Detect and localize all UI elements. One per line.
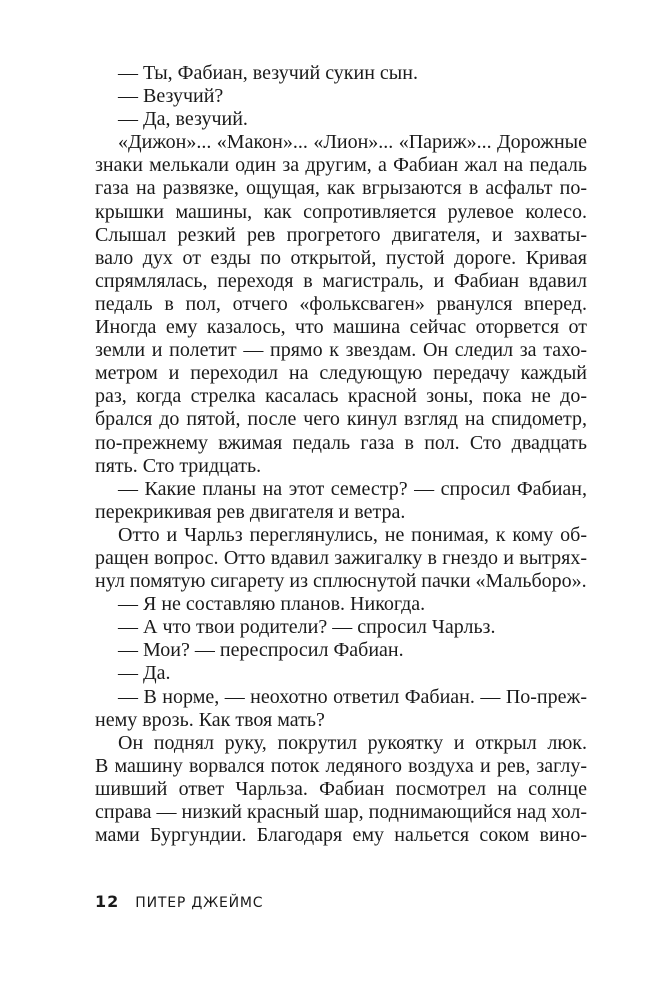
text-line: — Ты, Фабиан, везучий сукин сын. xyxy=(118,62,418,84)
text-line: нул помятую сигарету из сплюснутой пачки «Мальборо». xyxy=(95,570,587,593)
text-line: Отто и Чарльз переглянулись, не понимая, к кому об- xyxy=(118,523,587,546)
text-line: пять. Сто тридцать. xyxy=(95,454,262,477)
text-line: — Мои? — переспросил Фабиан. xyxy=(118,639,404,662)
page-body xyxy=(95,62,587,847)
text-line: — Да, везучий. xyxy=(118,108,248,131)
text-line: ращен вопрос. Отто вдавил зажигалку в гнездо и вытрях- xyxy=(95,546,587,569)
text-line: — Везучий? xyxy=(118,85,224,108)
text-line: справа — низкий красный шар, поднимающийся над хол- xyxy=(95,801,587,823)
text-line: Он поднял руку, покрутил рукоятку и открыл люк. xyxy=(118,731,587,754)
text-line: земли и полетит — прямо к звездам. Он следил за тахо- xyxy=(95,339,587,362)
text-line: — Я не составляю планов. Никогда. xyxy=(118,593,426,616)
text-line: «Дижон»... «Макон»... «Лион»... «Париж»... Дорожные xyxy=(118,131,587,154)
text-line: — Какие планы на этот семестр? — спросил Фабиан, xyxy=(118,477,587,500)
text-line: шивший ответ Чарльза. Фабиан посмотрел на солнце xyxy=(95,777,587,800)
text-line: раз, когда стрелка касалась красной зоны, пока не до- xyxy=(95,385,587,408)
text-line: перекрикивая рев двигателя и ветра. xyxy=(95,500,406,523)
text-line: спрямлялась, переходя в магистраль, и Фабиан вдавил xyxy=(95,269,587,292)
text-line: — В норме, — неохотно ответил Фабиан. — По-преж- xyxy=(118,685,587,708)
text-line: нему врозь. Как твоя мать? xyxy=(95,708,325,731)
text-line: метром и переходил на следующую передачу каждый xyxy=(95,362,587,385)
text-line: знаки мелькали один за другим, а Фабиан жал на педаль xyxy=(95,154,587,177)
text-line: — А что твои родители? — спросил Чарльз. xyxy=(118,616,496,639)
text-line: брался до пятой, после чего кинул взгляд на спидометр, xyxy=(95,408,587,431)
text-line: по-прежнему вжимая педаль газа в пол. Сто двадцать xyxy=(95,431,587,454)
text-line: мами Бургундии. Благодаря ему нальется соком вино- xyxy=(95,824,587,847)
text-line: — Да. xyxy=(118,662,171,685)
page-number: 12 xyxy=(95,892,120,911)
page-footer xyxy=(95,892,263,912)
running-head-author: ПИТЕР ДЖЕЙМС xyxy=(135,895,264,911)
text-line: Слышал резкий рев прогретого двигателя, и захваты- xyxy=(95,223,587,246)
text-line: педаль в пол, отчего «фольксваген» рванулся вперед. xyxy=(95,292,587,315)
text-line: крышки машины, как сопротивляется рулевое колесо. xyxy=(95,200,587,223)
text-line: вало дух от езды по открытой, пустой дороге. Кривая xyxy=(95,246,587,269)
text-line: В машину ворвался поток ледяного воздуха и рев, заглу- xyxy=(95,754,587,777)
text-line: газа на развязке, ощущая, как вгрызаются в асфальт по- xyxy=(95,177,587,200)
text-line: Иногда ему казалось, что машина сейчас оторвется от xyxy=(95,316,587,339)
